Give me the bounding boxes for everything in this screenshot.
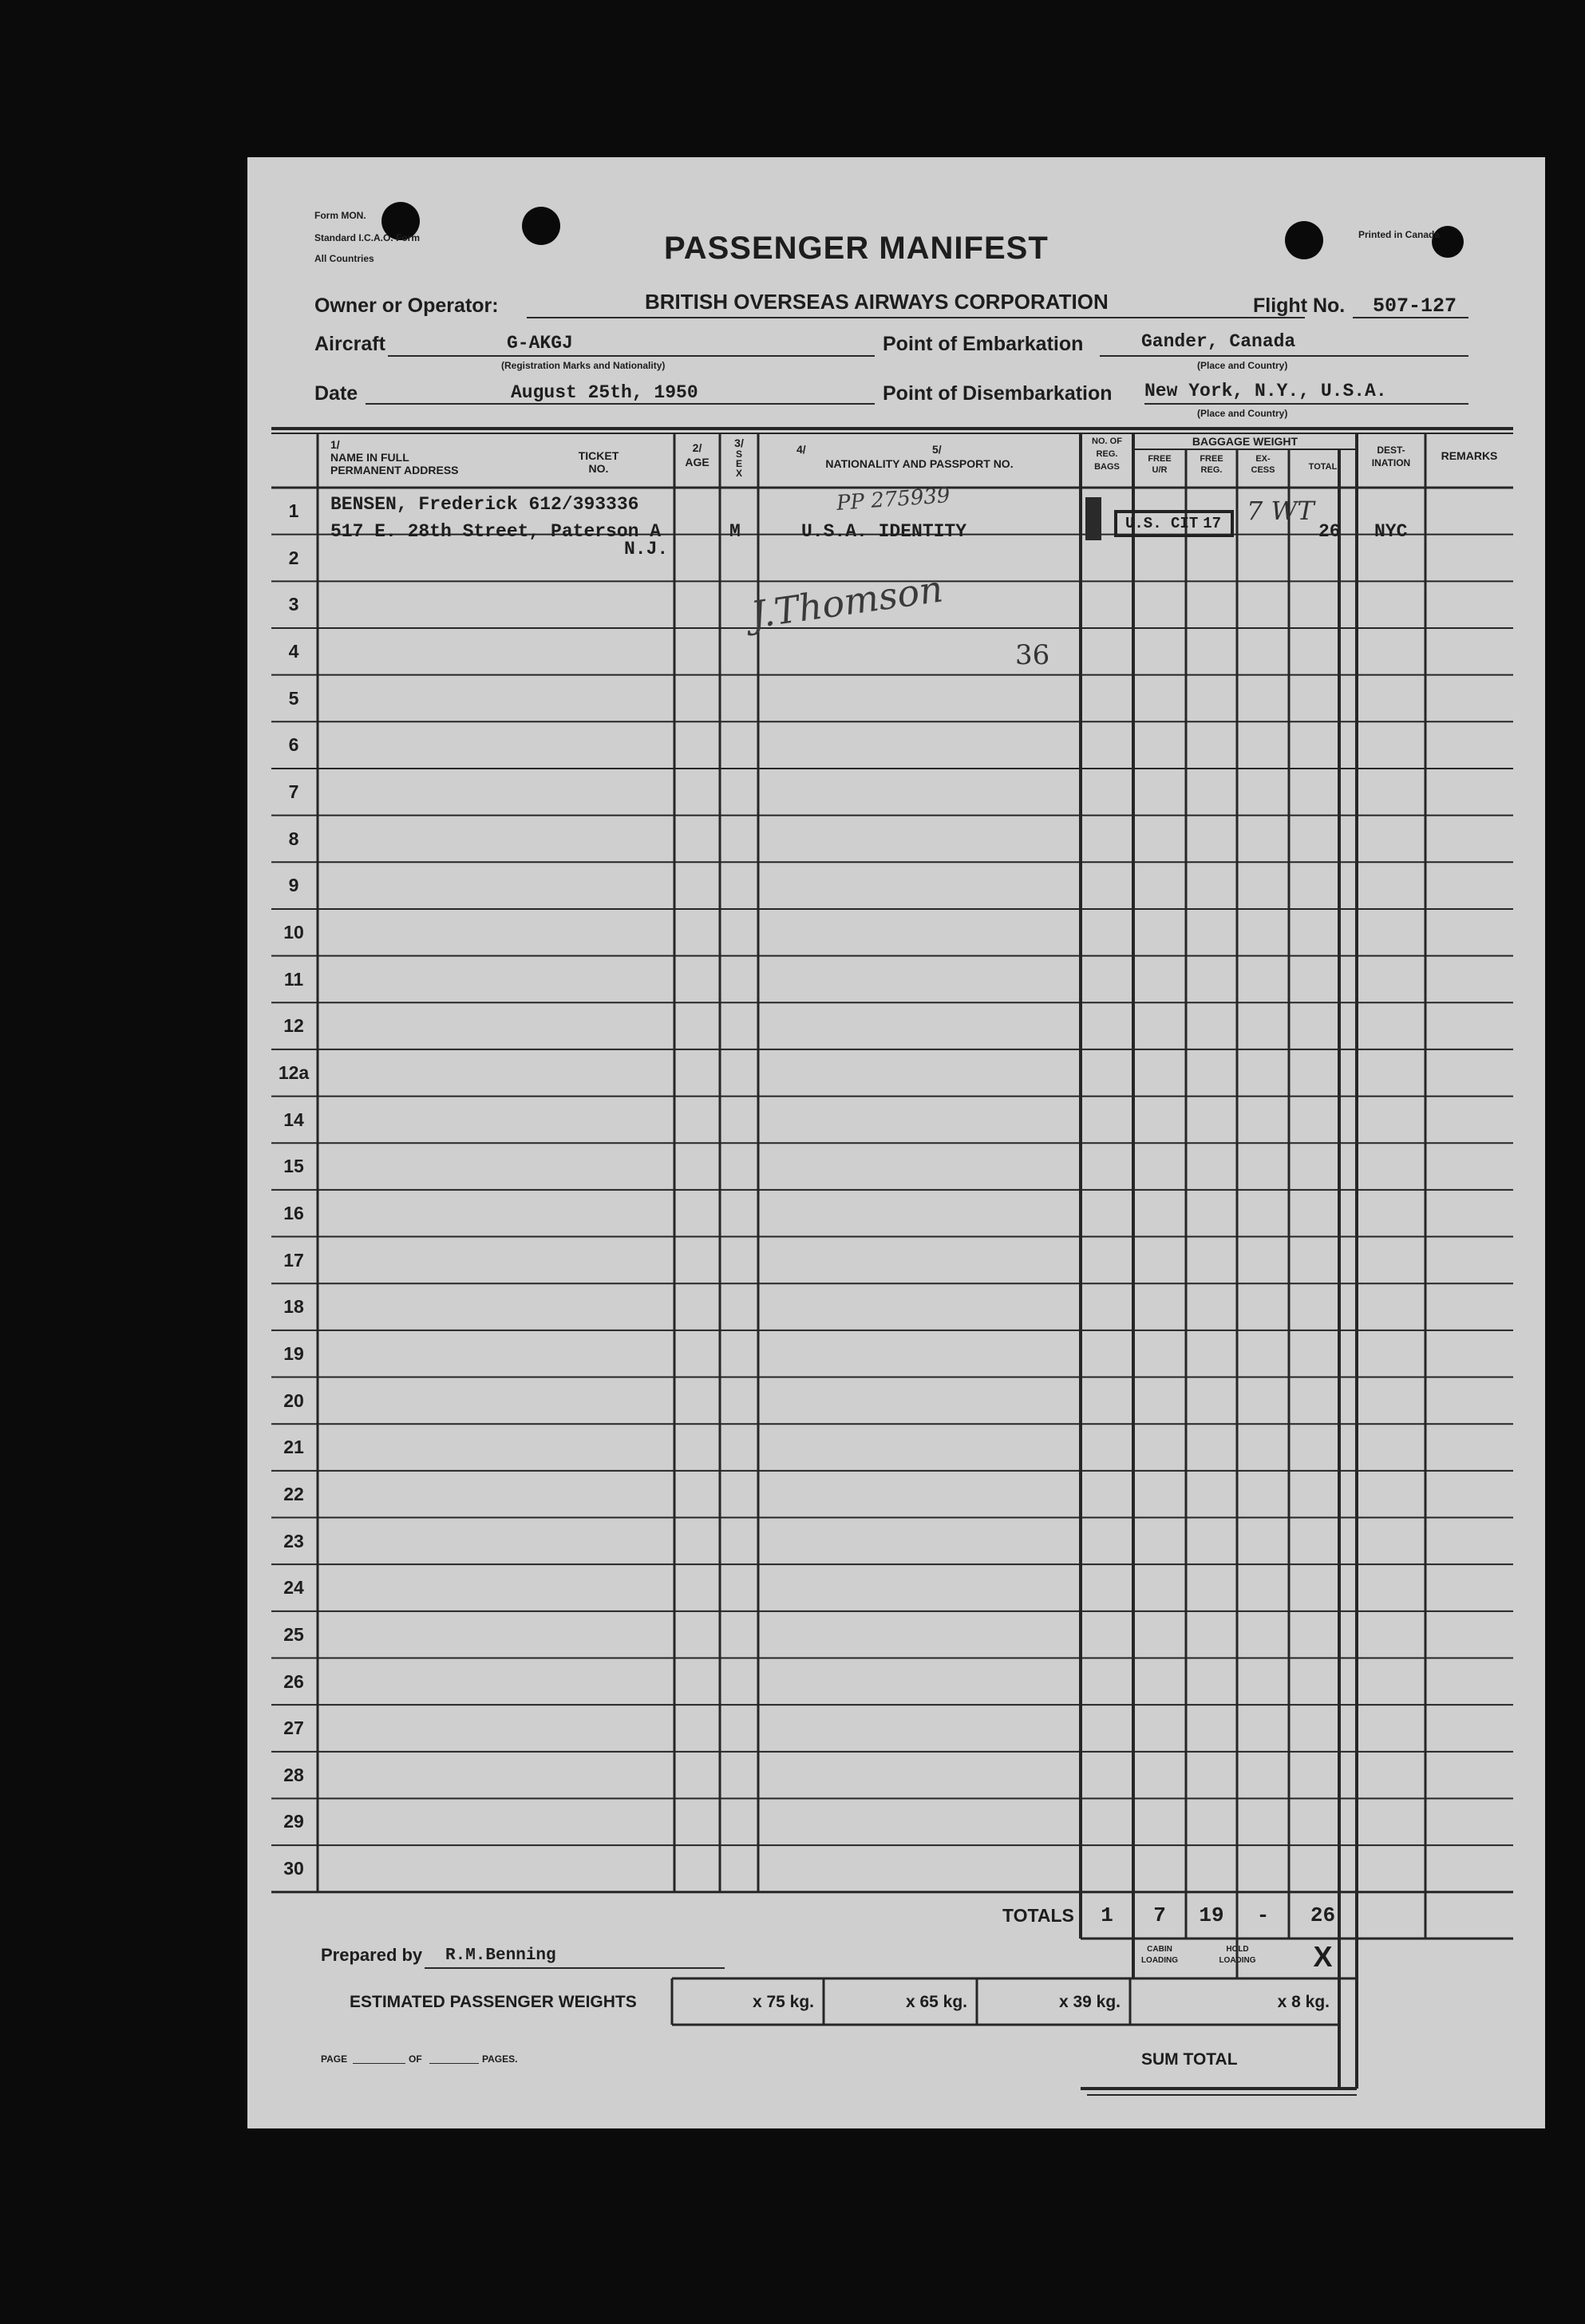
passenger-total-weight: 26	[1318, 521, 1341, 542]
passenger-nationality: U.S.A. IDENTITY	[801, 521, 967, 542]
passenger-name: BENSEN, Frederick 612/393336	[330, 494, 639, 515]
form-number: Form MON.	[314, 210, 366, 221]
col-sex-header: SEX	[735, 449, 742, 479]
sum-total-label: SUM TOTAL	[1141, 2050, 1238, 2069]
weight-child: x 39 kg.	[1058, 1993, 1121, 2011]
handwritten-note: 36	[1015, 639, 1050, 671]
row-number: 28	[283, 1764, 304, 1785]
row-number: 9	[288, 875, 299, 896]
passenger-destination: NYC	[1374, 521, 1408, 542]
ink-smudge	[1085, 497, 1101, 540]
col-free-ur-1: FREE	[1148, 454, 1172, 464]
prepared-value: R.M.Benning	[445, 1947, 556, 1965]
row-number: 15	[283, 1156, 304, 1177]
officer-signature: J.Thomson	[748, 567, 946, 637]
aircraft-caption: (Registration Marks and Nationality)	[501, 360, 666, 371]
passenger-sex: M	[729, 521, 741, 542]
row-number: 18	[283, 1296, 304, 1318]
form-standard: Standard I.C.A.O. Form	[314, 232, 421, 243]
col3-num: 3/	[734, 437, 744, 449]
manifest-sheet	[247, 157, 1545, 2128]
totals-label: TOTALS	[1002, 1905, 1074, 1926]
col-nationality-header: NATIONALITY AND PASSPORT NO.	[825, 457, 1014, 470]
col-free-reg-2: REG.	[1200, 465, 1223, 475]
row-number: 26	[283, 1670, 304, 1692]
aircraft-value: G-AKGJ	[507, 333, 573, 354]
flight-label: Flight No.	[1253, 294, 1346, 317]
totals-total: 26	[1310, 1903, 1336, 1927]
col-bags-header-1: NO. OF	[1092, 437, 1122, 446]
row-number: 7	[288, 781, 299, 802]
totals-free-ur: 7	[1153, 1903, 1166, 1927]
flight-value: 507-127	[1373, 294, 1457, 318]
col1-num: 1/	[330, 438, 340, 451]
embark-value: Gander, Canada	[1141, 331, 1296, 352]
disembark-caption: (Place and Country)	[1197, 408, 1288, 419]
row-number: 3	[288, 594, 299, 615]
col-ticket-no-header: NO.	[588, 462, 609, 475]
citizenship-stamp: U.S. CIT 17	[1114, 510, 1234, 537]
col-dest-1: DEST-	[1377, 445, 1405, 456]
col-excess-2: CESS	[1251, 465, 1275, 475]
col-bags-header-3: BAGS	[1094, 462, 1120, 472]
of-label: OF	[409, 2053, 422, 2065]
estimated-weights-label: ESTIMATED PASSENGER WEIGHTS	[350, 1993, 637, 2011]
row-number: 16	[283, 1202, 304, 1223]
col-total-header: TOTAL	[1308, 462, 1338, 472]
row-number: 8	[288, 828, 299, 849]
col-age-header: AGE	[685, 456, 709, 468]
row-number: 25	[283, 1623, 304, 1645]
row-number: 2	[288, 547, 299, 568]
row-number: 22	[283, 1483, 304, 1504]
row-number: 23	[283, 1530, 304, 1551]
owner-label: Owner or Operator:	[314, 294, 499, 317]
page-label: PAGE	[321, 2053, 348, 2065]
date-value: August 25th, 1950	[511, 382, 698, 403]
cabin-loading-1: CABIN	[1147, 1945, 1172, 1954]
col-address-header: PERMANENT ADDRESS	[330, 464, 459, 476]
passport-handwritten: PP 275939	[836, 484, 951, 516]
owner-value: BRITISH OVERSEAS AIRWAYS CORPORATION	[645, 290, 1109, 314]
col-free-reg-1: FREE	[1200, 454, 1223, 464]
row-number: 30	[283, 1858, 304, 1879]
col-free-ur-2: U/R	[1152, 465, 1168, 475]
printed-in: Printed in Canada	[1358, 229, 1441, 240]
row-number: 24	[283, 1577, 304, 1599]
disembark-label: Point of Disembarkation	[883, 382, 1113, 405]
passenger-address-state: N.J.	[624, 539, 669, 559]
embark-caption: (Place and Country)	[1197, 360, 1288, 371]
col2-num: 2/	[692, 441, 702, 454]
col-excess-1: EX-	[1255, 454, 1271, 464]
weight-adult-female: x 65 kg.	[905, 1993, 967, 2011]
col-remarks-header: REMARKS	[1441, 449, 1498, 462]
totals-free-reg: 19	[1199, 1903, 1224, 1927]
totals-x-mark: X	[1313, 1940, 1333, 1973]
col-ticket-header: TICKET	[578, 449, 619, 462]
row-number: 11	[283, 968, 304, 990]
disembark-value: New York, N.Y., U.S.A.	[1144, 381, 1387, 401]
form-title: PASSENGER MANIFEST	[664, 231, 1049, 266]
cabin-loading-2: LOADING	[1140, 1956, 1179, 1965]
prepared-label: Prepared by	[321, 1945, 423, 1965]
totals-excess: -	[1256, 1903, 1270, 1927]
col-bags-header-2: REG.	[1096, 449, 1118, 459]
weight-adult-male: x 75 kg.	[752, 1993, 814, 2011]
form-countries: All Countries	[314, 253, 374, 264]
row-number: 6	[288, 734, 299, 756]
hold-loading-2: LOADING	[1219, 1956, 1256, 1965]
row-number: 4	[288, 640, 299, 662]
row-number: 10	[283, 921, 304, 943]
weight-infant: x 8 kg.	[1277, 1993, 1330, 2011]
row-number: 5	[288, 687, 299, 709]
stamp-number: 17	[1203, 515, 1222, 532]
col-dest-2: INATION	[1371, 457, 1411, 468]
pages-label: PAGES.	[482, 2053, 518, 2065]
passenger-address: 517 E. 28th Street, Paterson A	[330, 521, 662, 542]
hold-loading-1: HOLD	[1226, 1945, 1249, 1954]
row-number: 27	[283, 1717, 304, 1739]
row-number: 29	[283, 1811, 304, 1832]
row-number: 19	[283, 1342, 304, 1364]
aircraft-label: Aircraft	[314, 333, 385, 355]
col-name-header: NAME IN FULL	[330, 451, 409, 464]
baggage-weight-header: BAGGAGE WEIGHT	[1192, 435, 1298, 448]
row-number: 21	[283, 1437, 304, 1458]
row-number: 12	[283, 1015, 304, 1037]
row-number: 1	[288, 500, 299, 521]
date-label: Date	[314, 382, 358, 405]
embark-label: Point of Embarkation	[883, 333, 1084, 355]
col4-num: 4/	[796, 443, 806, 456]
manifest-grid	[247, 157, 1545, 2128]
row-number: 17	[283, 1249, 304, 1271]
totals-bags: 1	[1101, 1903, 1113, 1927]
col5-num: 5/	[932, 443, 942, 456]
handwritten-weight-mark: 7 WT	[1247, 496, 1314, 526]
row-number: 20	[283, 1389, 304, 1411]
row-number: 14	[283, 1109, 304, 1130]
row-number: 12a	[278, 1061, 310, 1083]
